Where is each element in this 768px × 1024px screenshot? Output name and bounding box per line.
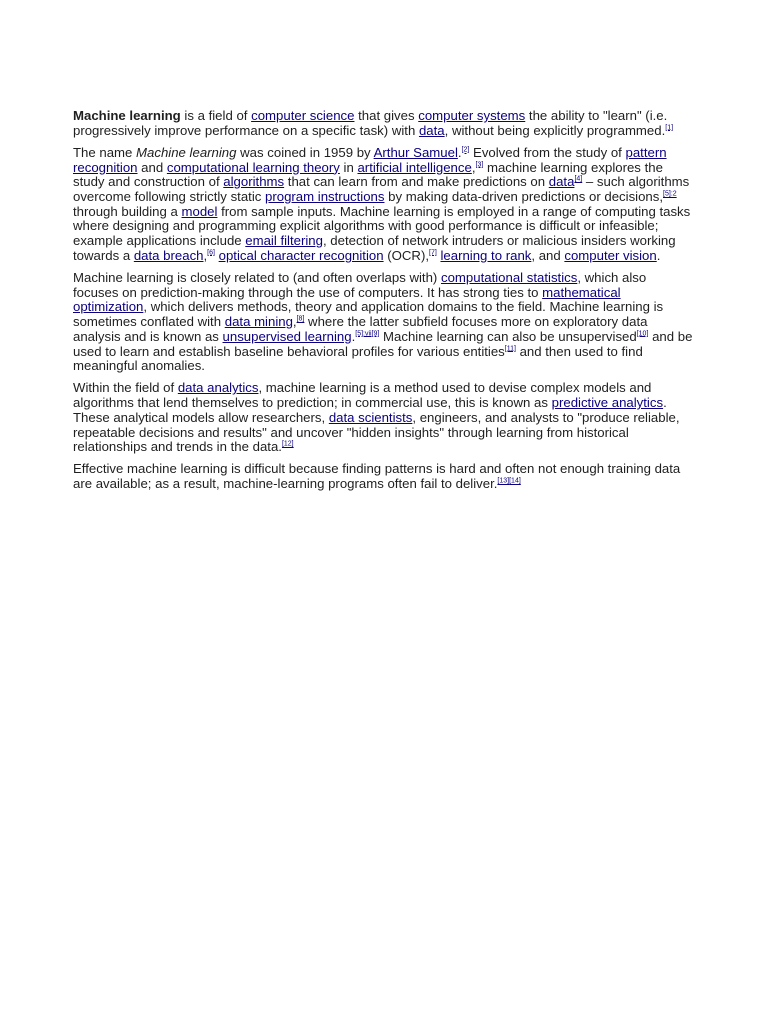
text-run: Machine learning is closely related to (and often overlaps with) — [73, 270, 441, 286]
text-run: and then used to find meaningful anomalies. — [73, 343, 643, 374]
link-pattern-recognition[interactable]: pattern recognition — [73, 144, 667, 175]
citation-ref-14[interactable]: [14] — [509, 477, 521, 485]
text-run: Machine learning can also be unsupervised — [379, 328, 637, 344]
citation-ref-2[interactable]: [2] — [461, 146, 470, 154]
citation-ref-3[interactable]: [3] — [475, 161, 484, 169]
link-email-filtering[interactable]: email filtering — [245, 233, 323, 249]
text-run: from sample inputs. Machine learning is employed in a range of computing tasks where designing and programming explicit algorithms with good performance is difficult or infeasible; example applications include — [73, 203, 691, 249]
link-computational-learning-theory[interactable]: computational learning theory — [166, 159, 340, 175]
citation-ref-10[interactable]: [10] — [636, 330, 649, 338]
paragraph-4 — [73, 381, 695, 455]
text-run: Evolved from the study of — [469, 144, 626, 160]
text-run: , detection of network intruders or malicious insiders working towards a — [73, 233, 676, 263]
link-mathematical-optimization[interactable]: mathematical optimization — [73, 284, 621, 315]
link-computational-statistics[interactable]: computational statistics — [440, 270, 578, 286]
text-run: Effective machine learning is difficult because finding patterns is hard and often not enough training data are available; as a result, machine-learning programs often fail to deliver. — [73, 461, 681, 492]
citation-ref-11[interactable]: [11] — [504, 345, 516, 353]
citation-ref-7[interactable]: [7] — [429, 249, 437, 257]
text-run: the ability to "learn" (i.e. progressively improve performance on a specific task) with — [73, 108, 668, 138]
paragraph-2 — [73, 146, 695, 264]
bold-term: Machine learning — [73, 108, 181, 123]
link-optical-character-recognition[interactable]: optical character recognition — [218, 247, 384, 263]
text-run: (OCR), — [383, 247, 429, 263]
link-computer-vision[interactable]: computer vision — [564, 247, 657, 263]
text-run: . These analytical models allow researchers, — [73, 395, 667, 425]
link-arthur-samuel[interactable]: Arthur Samuel — [373, 144, 458, 160]
link-computer-science[interactable]: computer science — [251, 108, 355, 123]
link-data-breach[interactable]: data breach — [133, 247, 204, 263]
text-run: . — [656, 247, 661, 263]
text-run: machine learning explores the study and construction of — [73, 159, 663, 190]
link-algorithms[interactable]: algorithms — [223, 174, 285, 190]
link-learning-to-rank[interactable]: learning to rank — [440, 247, 532, 263]
text-run: by making data-driven predictions or decisions, — [384, 189, 664, 205]
text-run: , — [471, 159, 476, 175]
text-run: The name — [73, 144, 137, 160]
text-run: that can learn from and make predictions on — [284, 174, 549, 190]
text-run: , and — [531, 247, 565, 263]
text-run: . — [457, 144, 462, 160]
text-run: was coined in 1959 by — [236, 144, 374, 160]
article-body — [73, 109, 695, 499]
link-model[interactable]: model — [181, 203, 218, 219]
italic-term: Machine learning — [136, 144, 237, 160]
citation-ref-6[interactable]: [6] — [207, 249, 215, 257]
link-artificial-intelligence[interactable]: artificial intelligence — [357, 159, 472, 175]
text-run: that gives — [354, 108, 419, 123]
paragraph-5 — [73, 462, 695, 491]
link-data[interactable]: data — [418, 122, 445, 138]
citation-ref-5-2[interactable]: [5]:2 — [663, 190, 677, 198]
citation-ref-9[interactable]: [9] — [371, 330, 380, 338]
citation-ref-1[interactable]: [1] — [665, 124, 674, 132]
link-data[interactable]: data — [548, 174, 575, 190]
text-run: , which delivers methods, theory and application domains to the field. Machine learning is sometimes conflated with — [73, 299, 664, 330]
text-run: is a field of — [180, 108, 252, 123]
citation-ref-4[interactable]: [4] — [574, 175, 583, 183]
text-run: and — [137, 159, 167, 175]
text-run: where the latter subfield focuses more on exploratory data analysis and is known as — [73, 314, 648, 344]
citation-ref-12[interactable]: [12] — [281, 440, 294, 448]
text-run: through building a — [73, 203, 182, 219]
text-run: , without being explicitly programmed. — [444, 122, 666, 138]
link-data-mining[interactable]: data mining — [224, 314, 293, 330]
text-run: and be used to learn and establish baseline behavioral profiles for various entities — [73, 328, 693, 359]
text-run: in — [339, 159, 358, 175]
link-data-scientists[interactable]: data scientists — [328, 409, 413, 425]
text-run: , machine learning is a method used to devise complex models and algorithms that lend themselves to prediction; in commercial use, this is known as — [73, 380, 652, 411]
link-data-analytics[interactable]: data analytics — [177, 380, 259, 396]
citation-ref-5-vii[interactable]: [5]:vii — [355, 330, 372, 338]
text-run: Within the field of — [73, 380, 178, 396]
paragraph-1 — [73, 109, 695, 138]
paragraph-3 — [73, 271, 695, 374]
citation-ref-8[interactable]: [8] — [296, 315, 305, 323]
text-run: – such algorithms overcome following strictly static — [73, 174, 690, 205]
citation-ref-13[interactable]: [13] — [497, 477, 510, 485]
link-unsupervised-learning[interactable]: unsupervised learning — [222, 328, 352, 344]
text-run: , engineers, and analysts to "produce reliable, repeatable decisions and results" and uncover "hidden insights" through learning from historical relationships and trends in the data. — [73, 409, 680, 455]
link-predictive-analytics[interactable]: predictive analytics — [551, 395, 664, 411]
link-computer-systems[interactable]: computer systems — [418, 108, 526, 123]
link-program-instructions[interactable]: program instructions — [265, 189, 385, 205]
text-run: , — [292, 314, 297, 330]
text-run: , which also focuses on prediction-making through the use of computers. It has strong ties to — [73, 270, 647, 300]
text-run: . — [351, 328, 356, 344]
text-run: , — [203, 247, 208, 263]
